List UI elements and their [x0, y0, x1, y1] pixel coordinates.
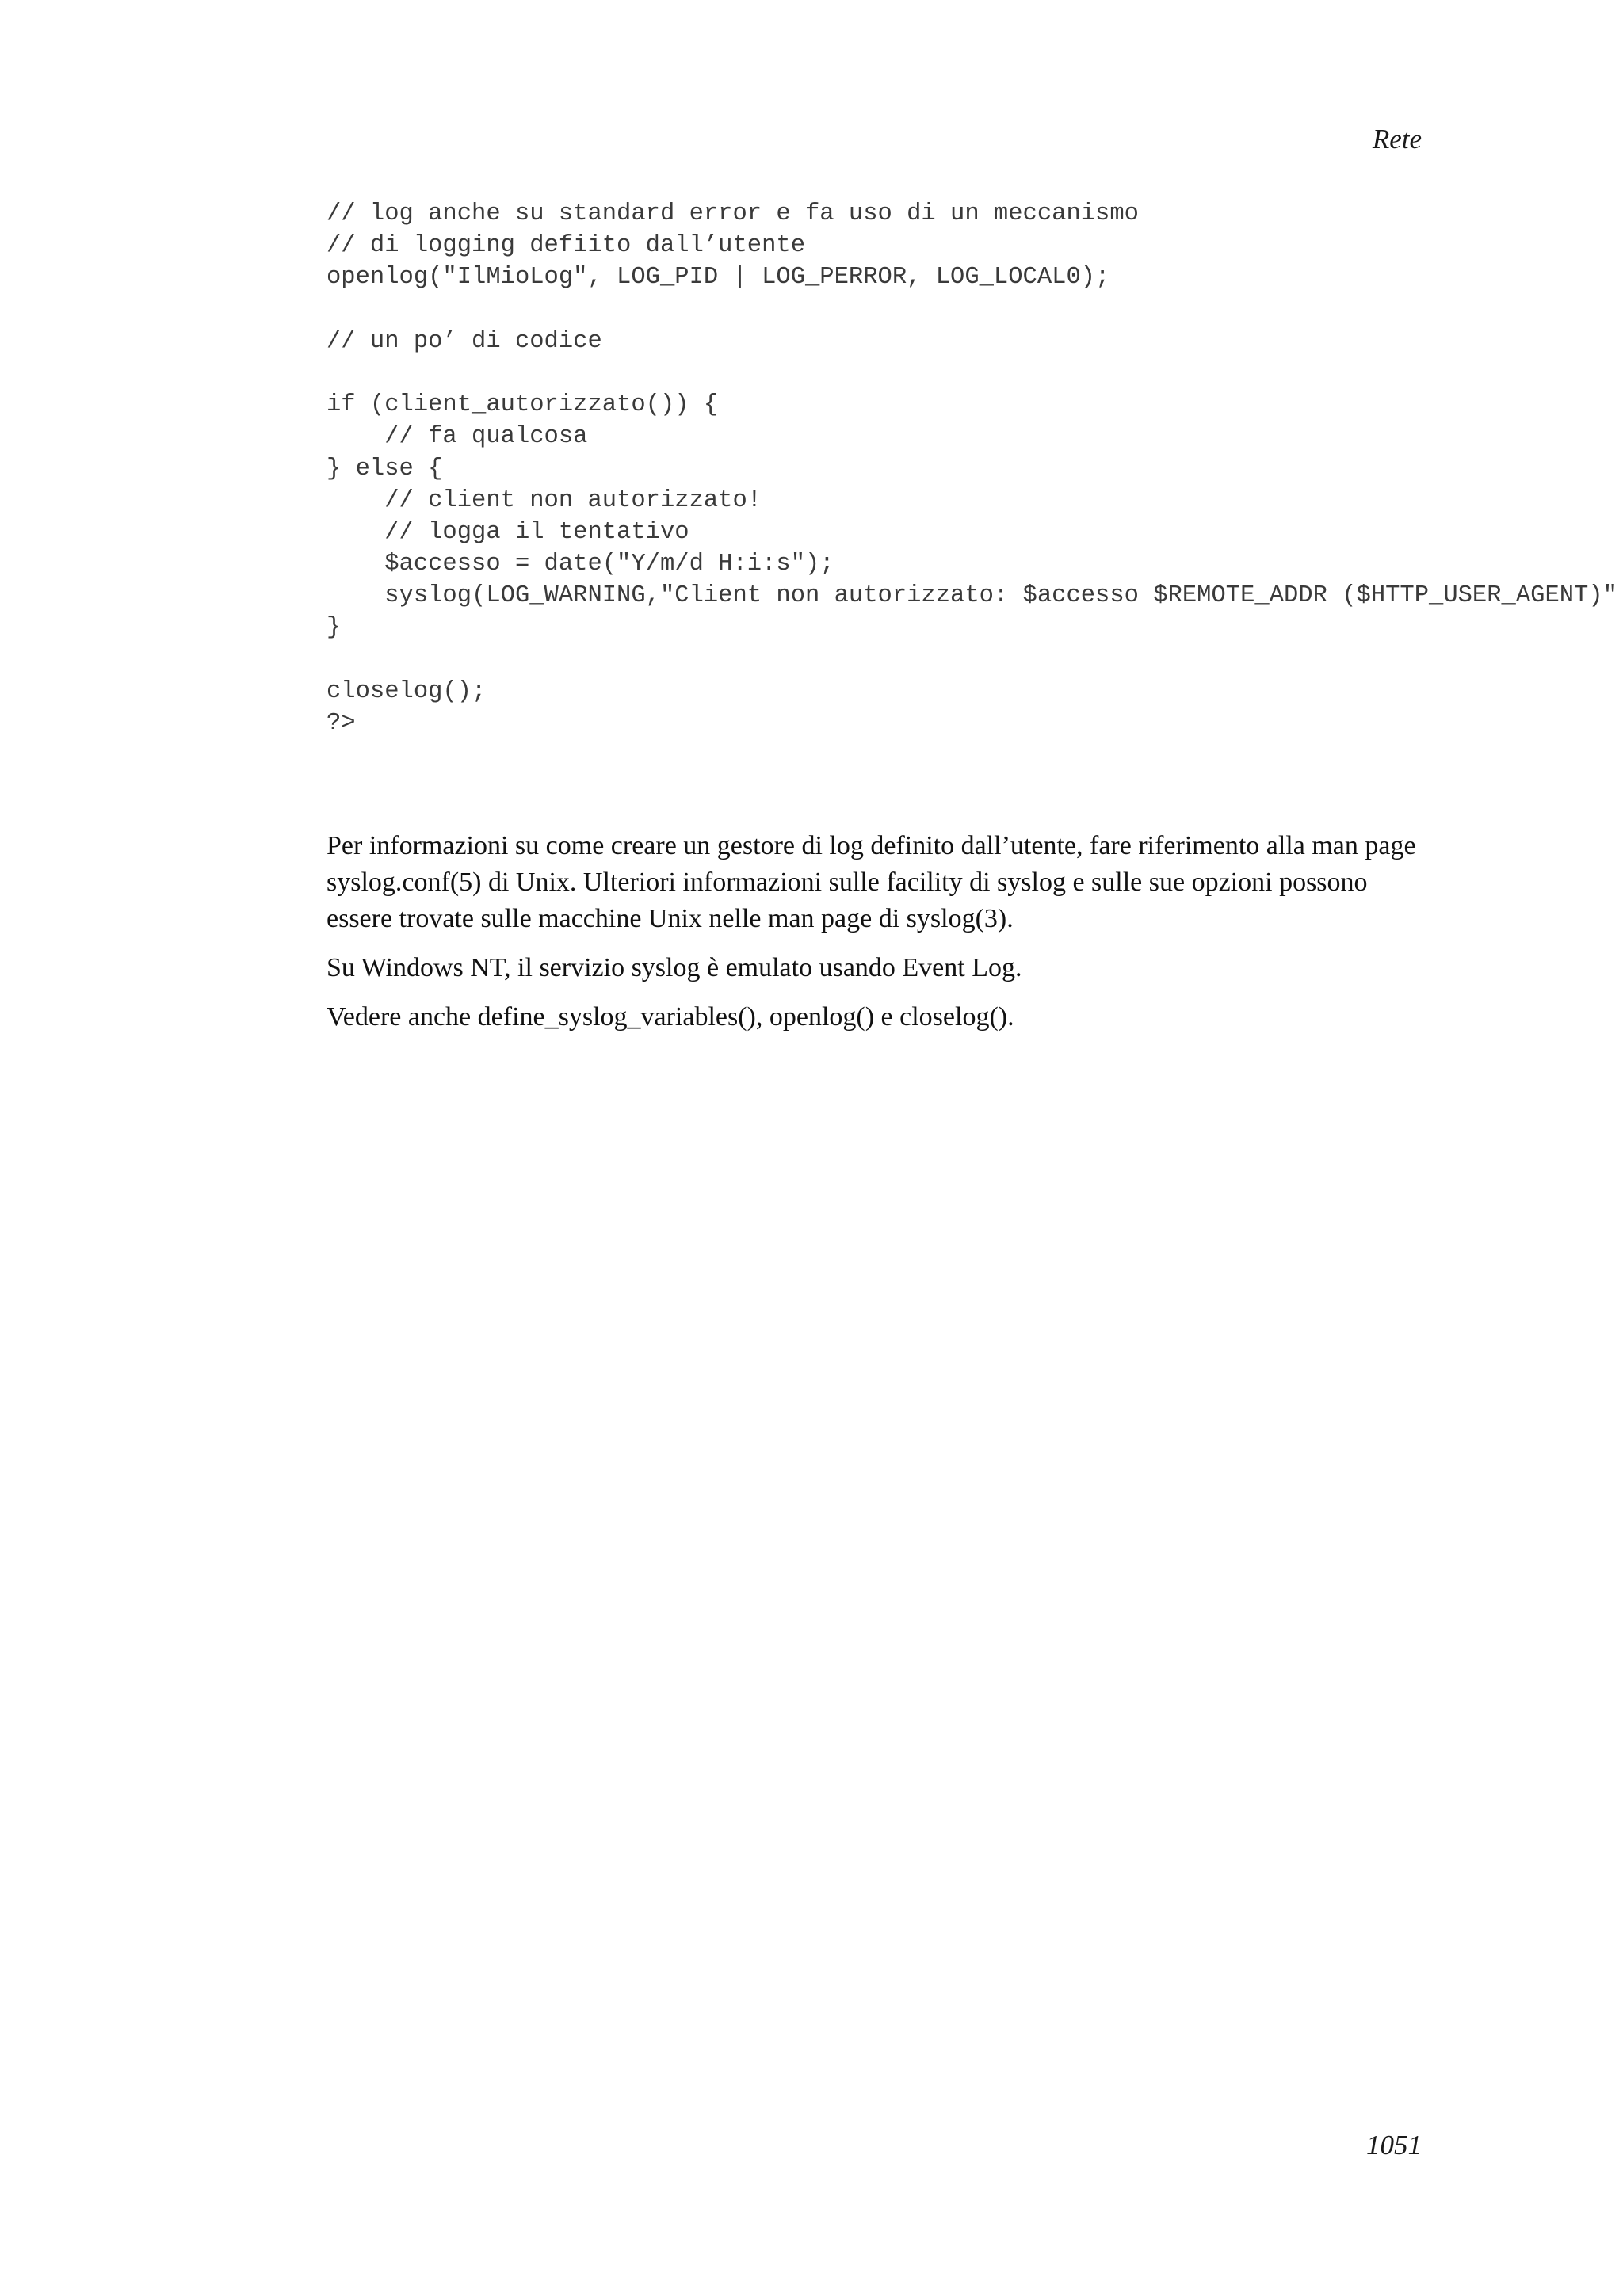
paragraph-see-also: Vedere anche define_syslog_variables(), openlog() e closelog().: [327, 1002, 1014, 1032]
code-line: $accesso = date("Y/m/d H:i:s");: [327, 551, 834, 578]
body-text: [327, 828, 1424, 1048]
code-line: // fa qualcosa: [327, 423, 588, 451]
code-line: closelog();: [327, 677, 487, 705]
code-line: if (client_autorizzato()) {: [327, 391, 719, 419]
code-line: // un po’ di codice: [327, 327, 602, 355]
code-line: // client non autorizzato!: [327, 486, 762, 514]
code-line: [327, 294, 1623, 326]
code-line: // logga il tentativo: [327, 518, 689, 546]
code-line: }: [327, 614, 342, 642]
running-header-title: Rete: [1372, 124, 1422, 154]
paragraph-man-page-info: Per informazioni su come creare un gestore di log definito dall’utente, fare riferimento alla man page syslog.conf(5) di Unix. Ulteriori informazioni sulle facility di syslog e sulle sue opzioni possono essere trovate sulle macchine Unix nelle man page di syslog(3).: [327, 831, 1416, 933]
code-line: syslog(LOG_WARNING,"Client non autorizzato: $accesso $REMOTE_ADDR ($HTTP_USER_AGENT)": [327, 582, 1617, 610]
paragraph-windows-nt: Su Windows NT, il servizio syslog è emulato usando Event Log.: [327, 953, 1022, 982]
code-line: } else {: [327, 455, 443, 482]
code-line: [327, 644, 1623, 676]
code-line: [327, 357, 1623, 389]
code-example: [327, 198, 1623, 739]
code-line: // di logging defiito dall’utente: [327, 232, 805, 260]
page-number: 1051: [1366, 2130, 1422, 2161]
code-line: ?>: [327, 710, 356, 737]
code-line: // log anche su standard error e fa uso di un meccanismo: [327, 200, 1139, 227]
code-line: openlog("IlMioLog", LOG_PID | LOG_PERROR, LOG_LOCAL0);: [327, 264, 1110, 292]
